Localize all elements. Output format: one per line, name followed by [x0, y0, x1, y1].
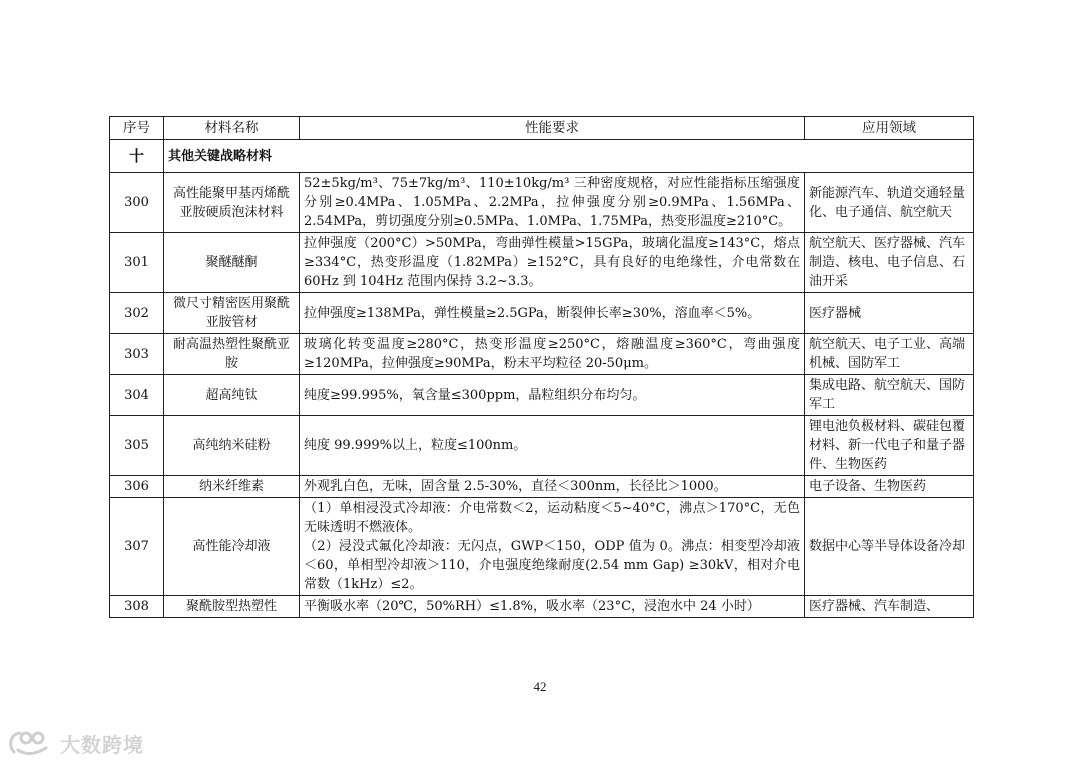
material-name: 高纯纳米硅粉: [164, 416, 300, 476]
performance-requirement: [300, 334, 805, 375]
performance-text: 玻璃化转变温度≥280°C，热变形温度≥250°C，熔融温度≥360°C，弯曲强度≥120MPa，拉伸强度≥90MPa，粉末平均粒径 20-50μm。: [304, 337, 800, 371]
materials-table: [109, 116, 974, 618]
table-row: [110, 416, 974, 476]
application-field: 集成电路、航空航天、国防军工: [805, 375, 974, 416]
row-number: 305: [110, 416, 164, 476]
row-number: 307: [110, 498, 164, 596]
row-number: 302: [110, 293, 164, 334]
performance-text: 外观乳白色，无味，固含量 2.5-30%，直径＜300nm，长径比＞1000。: [304, 479, 727, 494]
performance-text: 拉伸强度≥138MPa，弹性模量≥2.5GPa，断裂伸长率≥30%，溶血率＜5%。: [304, 305, 761, 321]
section-number: 十: [110, 140, 164, 173]
material-name: 高性能聚甲基丙烯酰亚胺硬质泡沫材料: [164, 173, 300, 233]
performance-text: （1）单相浸没式冷却液：介电常数＜2，运动粘度＜5~40°C，沸点＞170°C，无色无味透明不燃液体。: [304, 501, 800, 535]
material-name: 耐高温热塑性聚酰亚胺: [164, 334, 300, 375]
header-performance: 性能要求: [300, 117, 805, 140]
performance-requirement: [300, 416, 805, 476]
header-application: 应用领域: [805, 117, 974, 140]
material-name: 聚酰胺型热塑性: [164, 596, 300, 618]
performance-text: 52±5kg/m³、75±7kg/m³、110±10kg/m³ 三种密度规格，对应性能指标压缩强度分别≥0.4MPa、1.05MPa、2.2MPa，拉伸强度分别≥0.9MPa、1.56MPa、2.54MPa，剪切强度分别≥0.5MPa、1.0MPa、1.75MPa，热变形温度≥210°C。: [304, 176, 800, 229]
logo-mark-icon: [6, 728, 54, 758]
application-field: 电子设备、生物医药: [805, 476, 974, 498]
performance-requirement: [300, 596, 805, 618]
watermark-text: 大数跨境: [60, 732, 144, 757]
row-number: 308: [110, 596, 164, 618]
material-name: 聚醚醚酮: [164, 233, 300, 293]
performance-text: 纯度≥99.995%，氧含量≤300ppm，晶粒组织分布均匀。: [304, 387, 646, 403]
performance-text: （2）浸没式氟化冷却液：无闪点，GWP＜150，ODP 值为 0。沸点：相变型冷却液＜60，单相型冷却液＞110，介电强度绝缘耐度(2.54 mm Gap) ≥30kV，相对介电常数（1kHz）≤2。: [304, 539, 800, 592]
performance-requirement: [300, 498, 805, 596]
performance-requirement: [300, 233, 805, 293]
performance-text: 拉伸强度（200°C）>50MPa，弯曲弹性模量>15GPa，玻璃化温度≥143°C，熔点≥334°C，热变形温度（1.82MPa）≥152°C，具有良好的电绝缘性，介电常数在 60Hz 到 104Hz 范围内保持 3.2~3.3。: [304, 236, 800, 289]
page-number: 42: [533, 679, 547, 694]
section-row: [110, 140, 974, 173]
application-field: 航空航天、医疗器械、汽车制造、核电、电子信息、石油开采: [805, 233, 974, 293]
watermark: [6, 726, 144, 760]
application-field: 医疗器械: [805, 293, 974, 334]
table-row: [110, 334, 974, 375]
row-number: 300: [110, 173, 164, 233]
table-header-row: [110, 117, 974, 140]
performance-requirement: [300, 293, 805, 334]
performance-requirement: [300, 375, 805, 416]
material-name: 微尺寸精密医用聚酰亚胺管材: [164, 293, 300, 334]
header-number: 序号: [110, 117, 164, 140]
material-name: 纳米纤维素: [164, 476, 300, 498]
performance-requirement: [300, 173, 805, 233]
row-number: 306: [110, 476, 164, 498]
table-row: [110, 596, 974, 618]
application-field: 数据中心等半导体设备冷却: [805, 498, 974, 596]
application-field: 新能源汽车、轨道交通轻量化、电子通信、航空航天: [805, 173, 974, 233]
table-row: [110, 375, 974, 416]
table-row: [110, 476, 974, 498]
application-field: 航空航天、电子工业、高端机械、国防军工: [805, 334, 974, 375]
row-number: 301: [110, 233, 164, 293]
table-row: [110, 293, 974, 334]
material-name: 高性能冷却液: [164, 498, 300, 596]
performance-text: 纯度 99.999%以上，粒度≤100nm。: [304, 438, 527, 453]
application-field: 锂电池负极材料、碳硅包覆材料、新一代电子和量子器件、生物医药: [805, 416, 974, 476]
table-row: [110, 498, 974, 596]
application-field: 医疗器械、汽车制造、: [805, 596, 974, 618]
section-title: 其他关键战略材料: [164, 140, 974, 173]
row-number: 304: [110, 375, 164, 416]
performance-text: 平衡吸水率（20℃，50%RH）≤1.8%，吸水率（23°C，浸泡水中 24 小时）: [304, 599, 760, 614]
row-number: 303: [110, 334, 164, 375]
material-name: 超高纯钛: [164, 375, 300, 416]
table-row: [110, 173, 974, 233]
header-material-name: 材料名称: [164, 117, 300, 140]
table-row: [110, 233, 974, 293]
performance-requirement: [300, 476, 805, 498]
